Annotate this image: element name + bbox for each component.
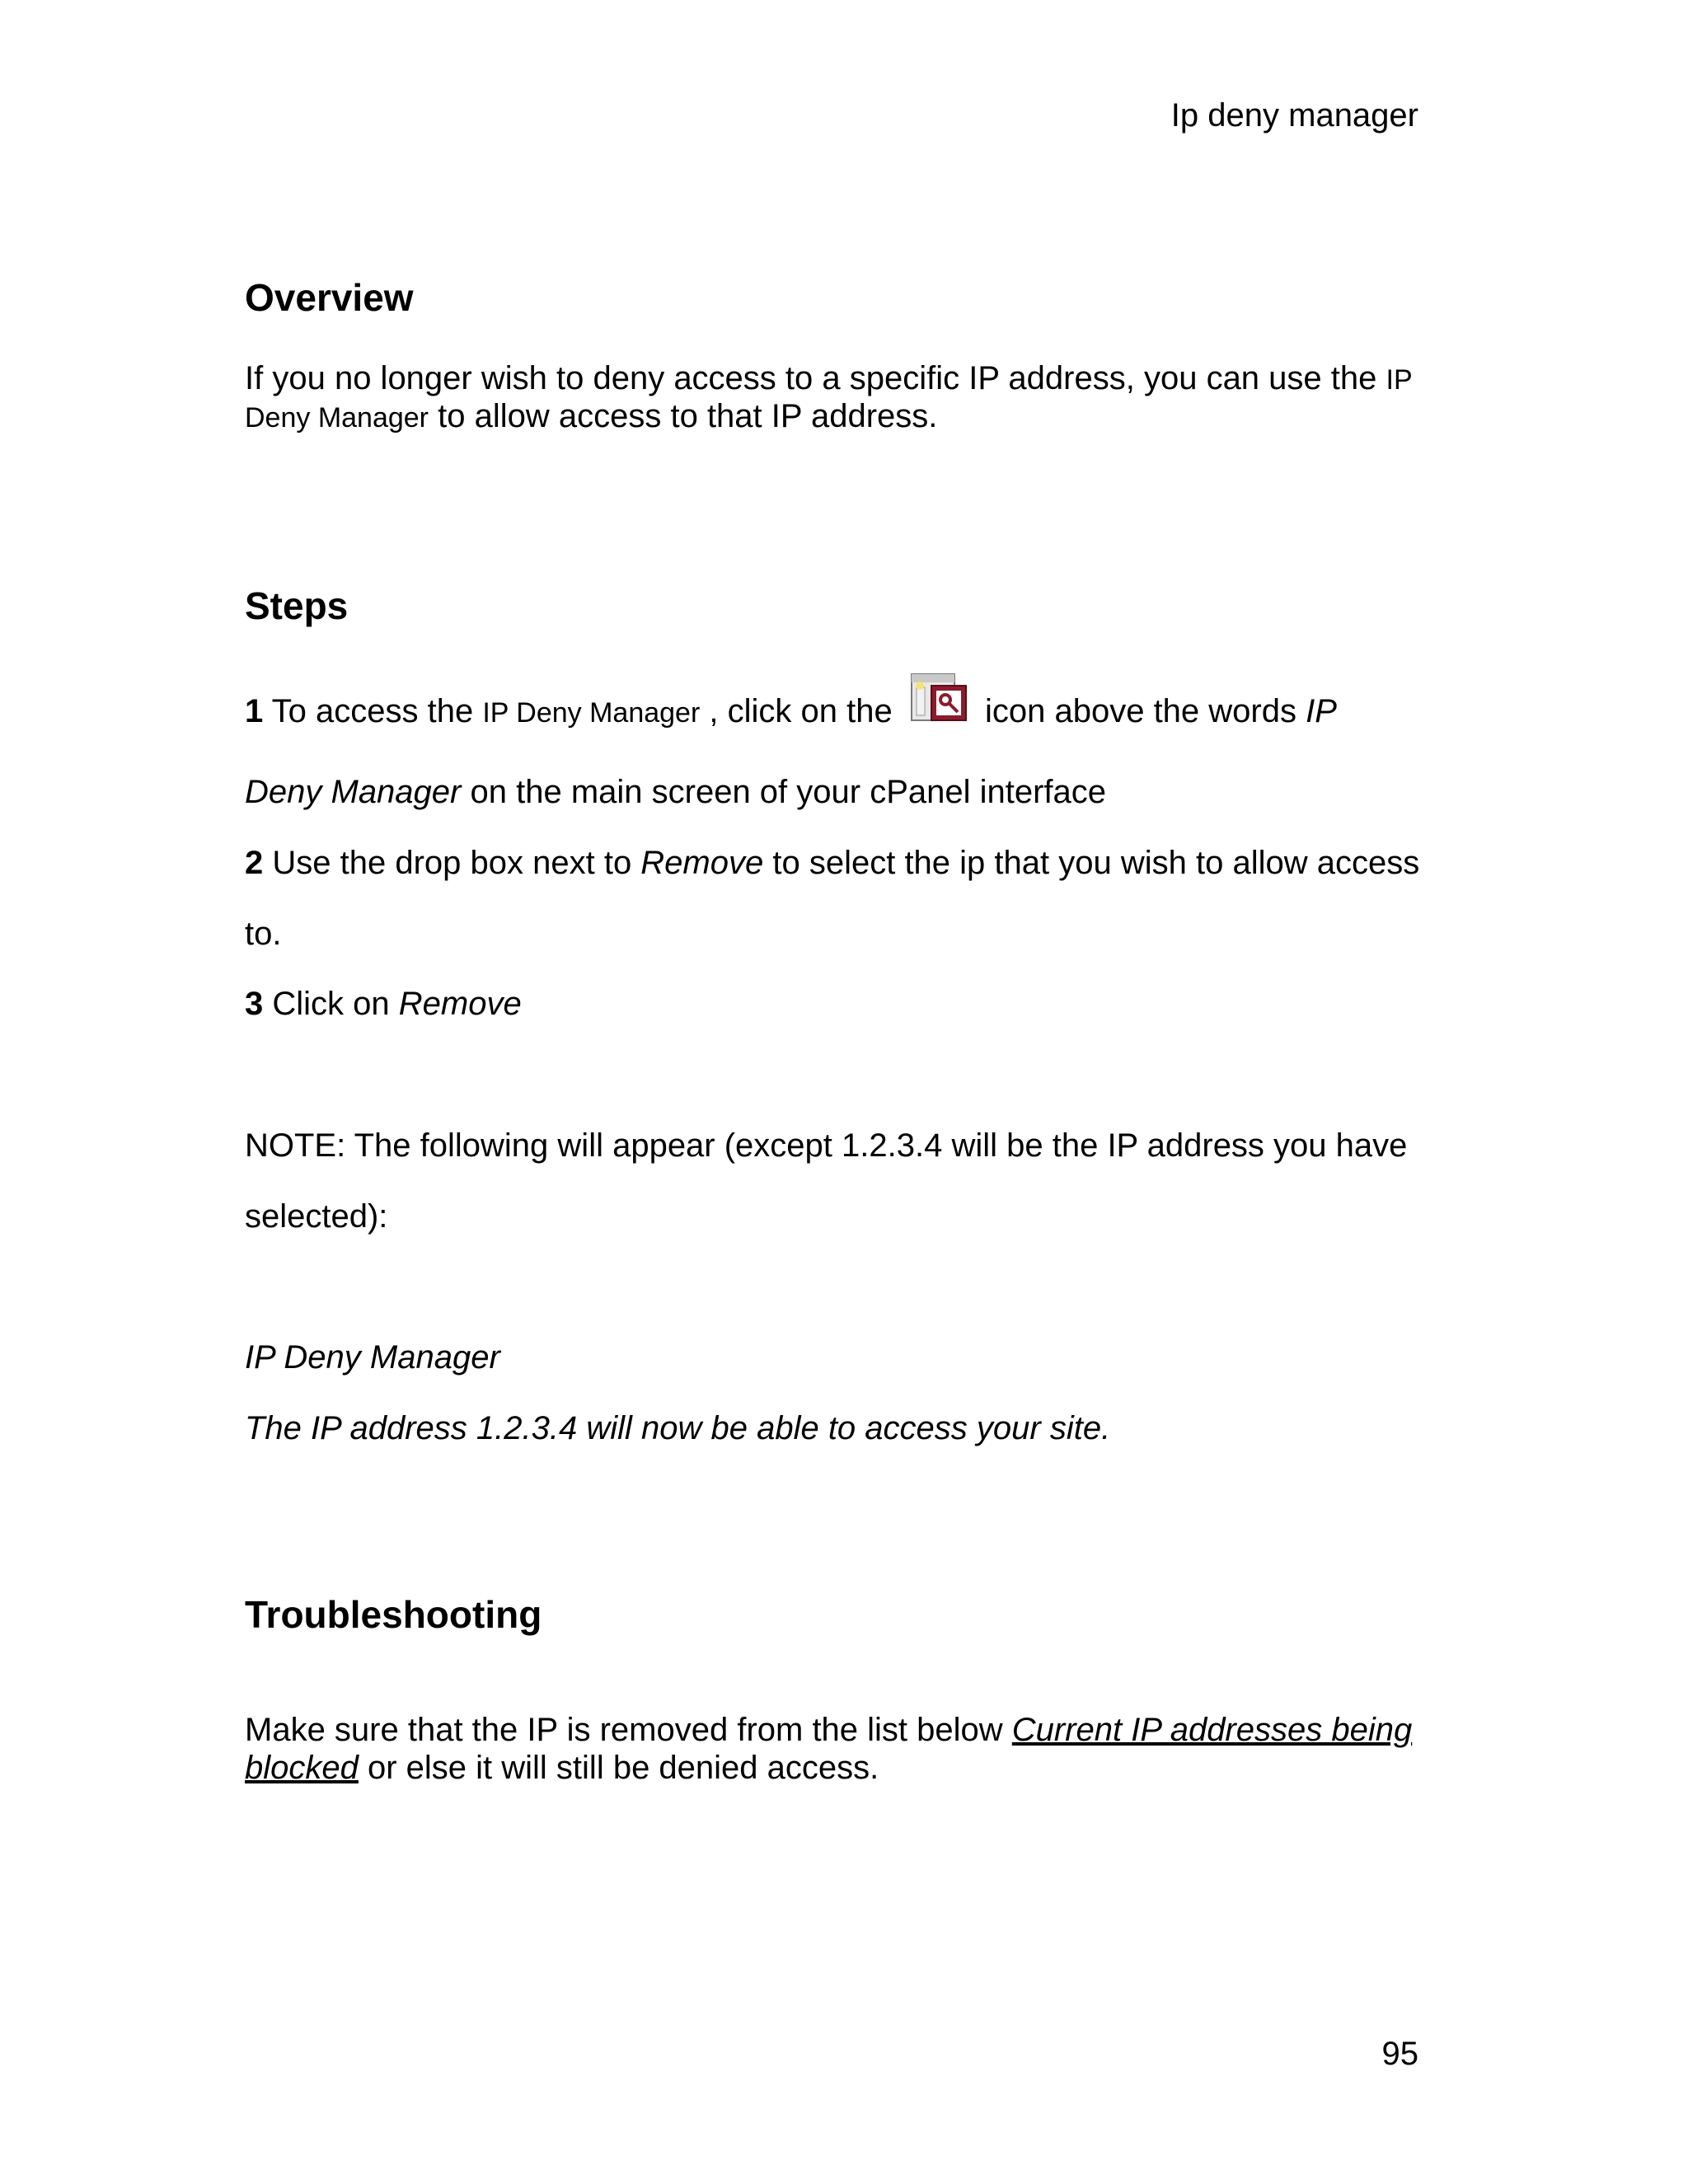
step-3-emph-remove: Remove <box>398 986 522 1022</box>
troubleshooting-line-2 <box>245 1749 879 1787</box>
page-number: 95 <box>1381 2036 1418 2072</box>
note-line-2: selected): <box>245 1198 388 1235</box>
overview-heading: Overview <box>245 276 414 319</box>
overview-line-1 <box>245 359 1413 399</box>
note-line-1: NOTE: The following will appear (except 1.2.3.4 will be the IP address you have <box>245 1127 1408 1164</box>
step-1-term: IP Deny Manager <box>482 697 701 729</box>
step-3-text-a: Click on <box>263 986 399 1022</box>
step-1-number: 1 <box>245 693 264 729</box>
example-title: IP Deny Manager <box>245 1339 500 1376</box>
troubleshooting-line-1 <box>245 1711 1412 1749</box>
step-1-text-a: To access the <box>263 693 483 729</box>
overview-term-deny-manager: Deny Manager <box>245 402 429 434</box>
step-2-emph-remove: Remove <box>640 845 764 881</box>
step-2-number: 2 <box>245 845 264 881</box>
overview-line-2 <box>245 397 937 437</box>
current-ip-addresses-link[interactable]: Current IP addresses being <box>1011 1712 1413 1748</box>
step-2-text-b: to select the ip that you wish to allow access <box>763 845 1420 881</box>
troubleshooting-heading: Troubleshooting <box>245 1593 542 1636</box>
example-message: The IP address 1.2.3.4 will now be able to access your site. <box>245 1410 1111 1446</box>
step-1-line-2 <box>245 773 1106 811</box>
step-1-text-d: on the main screen of your cPanel interface <box>461 774 1107 810</box>
step-2-text-a: Use the drop box next to <box>263 845 641 881</box>
ip-deny-manager-icon <box>907 666 971 727</box>
step-2-line-1 <box>245 844 1419 882</box>
troubleshooting-text-a: Make sure that the IP is removed from the list below <box>245 1712 1012 1748</box>
step-2-line-2: to. <box>245 916 282 952</box>
step-1-emph-ip: IP <box>1306 693 1337 729</box>
current-ip-addresses-link-continued[interactable]: blocked <box>245 1750 359 1786</box>
overview-text-before: If you no longer wish to deny access to a specific IP address, you can use the <box>245 360 1386 396</box>
step-1-line-1 <box>245 666 1337 732</box>
overview-term-ip: IP <box>1386 364 1413 396</box>
step-1-text-c: icon above the words <box>975 693 1306 729</box>
step-3-line <box>245 985 522 1023</box>
overview-text-after: to allow access to that IP address. <box>429 398 938 434</box>
step-1-emph-deny-manager: Deny Manager <box>245 774 462 810</box>
troubleshooting-text-b: or else it will still be denied access. <box>358 1750 879 1786</box>
step-3-number: 3 <box>245 986 264 1022</box>
steps-heading: Steps <box>245 584 349 627</box>
step-1-text-b: , click on the <box>700 693 902 729</box>
page-header-title: Ip deny manager <box>1170 97 1418 134</box>
